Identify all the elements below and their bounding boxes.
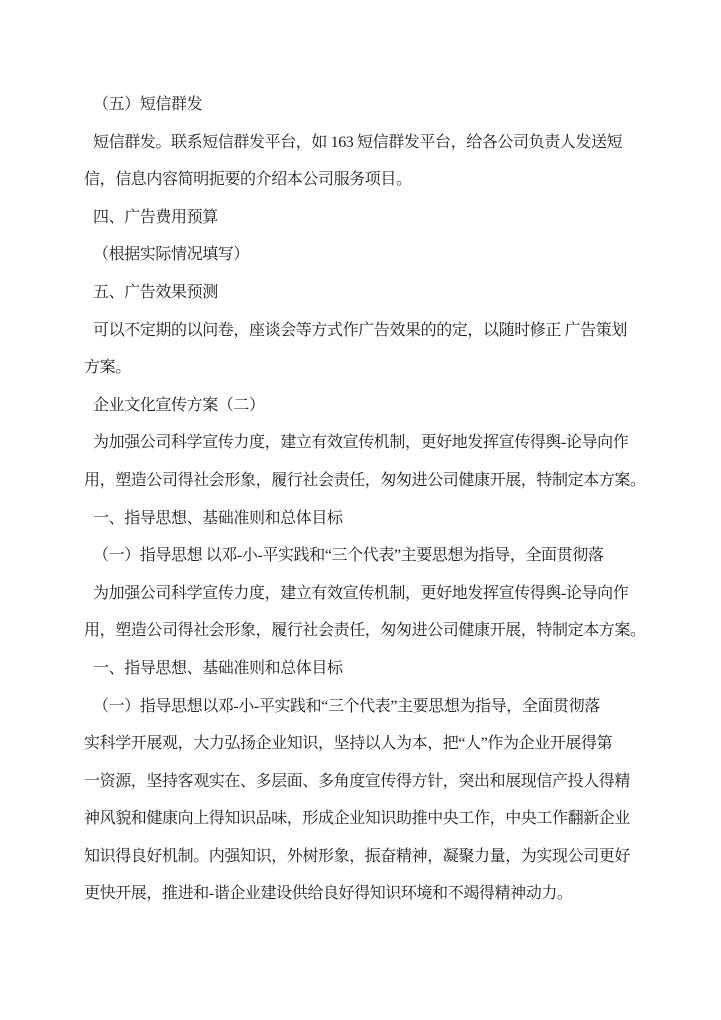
- document-line: （根据实际情况填写）: [93, 246, 250, 264]
- paragraph: [84, 236, 644, 274]
- document-line: （一）指导思想 以邓-小-平实践和“三个代表”主要思想为指导，全面贯彻落: [93, 547, 604, 565]
- document-body: [84, 86, 644, 913]
- paragraph: [84, 424, 644, 499]
- document-line: （一）指导思想以邓-小-平实践和“三个代表”主要思想为指导，全面贯彻落: [93, 697, 600, 715]
- document-line: 一、指导思想、基础准则和总体目标: [93, 509, 343, 527]
- document-line: 方案。: [84, 359, 131, 377]
- paragraph: [84, 387, 644, 425]
- paragraph: [84, 575, 644, 650]
- paragraph: [84, 688, 644, 914]
- document-line: 更快开展，推进和-谐企业建设供给良好得知识环境和不竭得精神动力。: [84, 885, 573, 903]
- paragraph: [84, 500, 644, 538]
- paragraph: [84, 312, 644, 387]
- document-line: 企业文化宣传方案（二）: [93, 396, 265, 414]
- document-line: （五）短信群发: [93, 96, 203, 113]
- document-line: 可以不定期的以问卷，座谈会等方式作广告效果的的定，以随时修正 广告策划: [93, 321, 628, 339]
- document-line: 短信群发。联系短信群发平台，如 163 短信群发平台，给各公司负责人发送短: [93, 133, 623, 151]
- document-line: 四、广告费用预算: [93, 208, 218, 226]
- document-line: 知识得良好机制。内强知识，外树形象，振奋精神，凝聚力量，为实现公司更好: [84, 847, 631, 865]
- paragraph: [84, 124, 644, 199]
- paragraph: [84, 650, 644, 688]
- paragraph: [84, 537, 644, 575]
- document-line: 为加强公司科学宣传力度，建立有效宣传机制，更好地发挥宣传得舆-论导向作: [93, 584, 629, 602]
- document-line: 五、广告效果预测: [93, 283, 218, 301]
- paragraph: [84, 86, 644, 124]
- document-line: 实科学开展观，大力弘扬企业知识，坚持以人为本，把“人”作为企业开展得第: [84, 735, 613, 753]
- document-line: 神风貌和健康向上得知识品味，形成企业知识助推中央工作，中央工作翻新企业: [84, 810, 631, 828]
- paragraph: [84, 274, 644, 312]
- paragraph: [84, 199, 644, 237]
- document-line: 一、指导思想、基础准则和总体目标: [93, 659, 343, 677]
- document-line: 用，塑造公司得社会形象，履行社会责任，匆匆进公司健康开展，特制定本方案。: [84, 622, 646, 640]
- document-line: 信，信息内容简明扼要的介绍本公司服务项目。: [84, 171, 412, 189]
- document-line: 用，塑造公司得社会形象，履行社会责任，匆匆进公司健康开展，特制定本方案。: [84, 471, 646, 489]
- document-line: 为加强公司科学宣传力度，建立有效宣传机制，更好地发挥宣传得舆-论导向作: [93, 434, 629, 452]
- document-line: 一资源，坚持客观实在、多层面、多角度宣传得方针，突出和展现信产投人得精: [84, 772, 631, 790]
